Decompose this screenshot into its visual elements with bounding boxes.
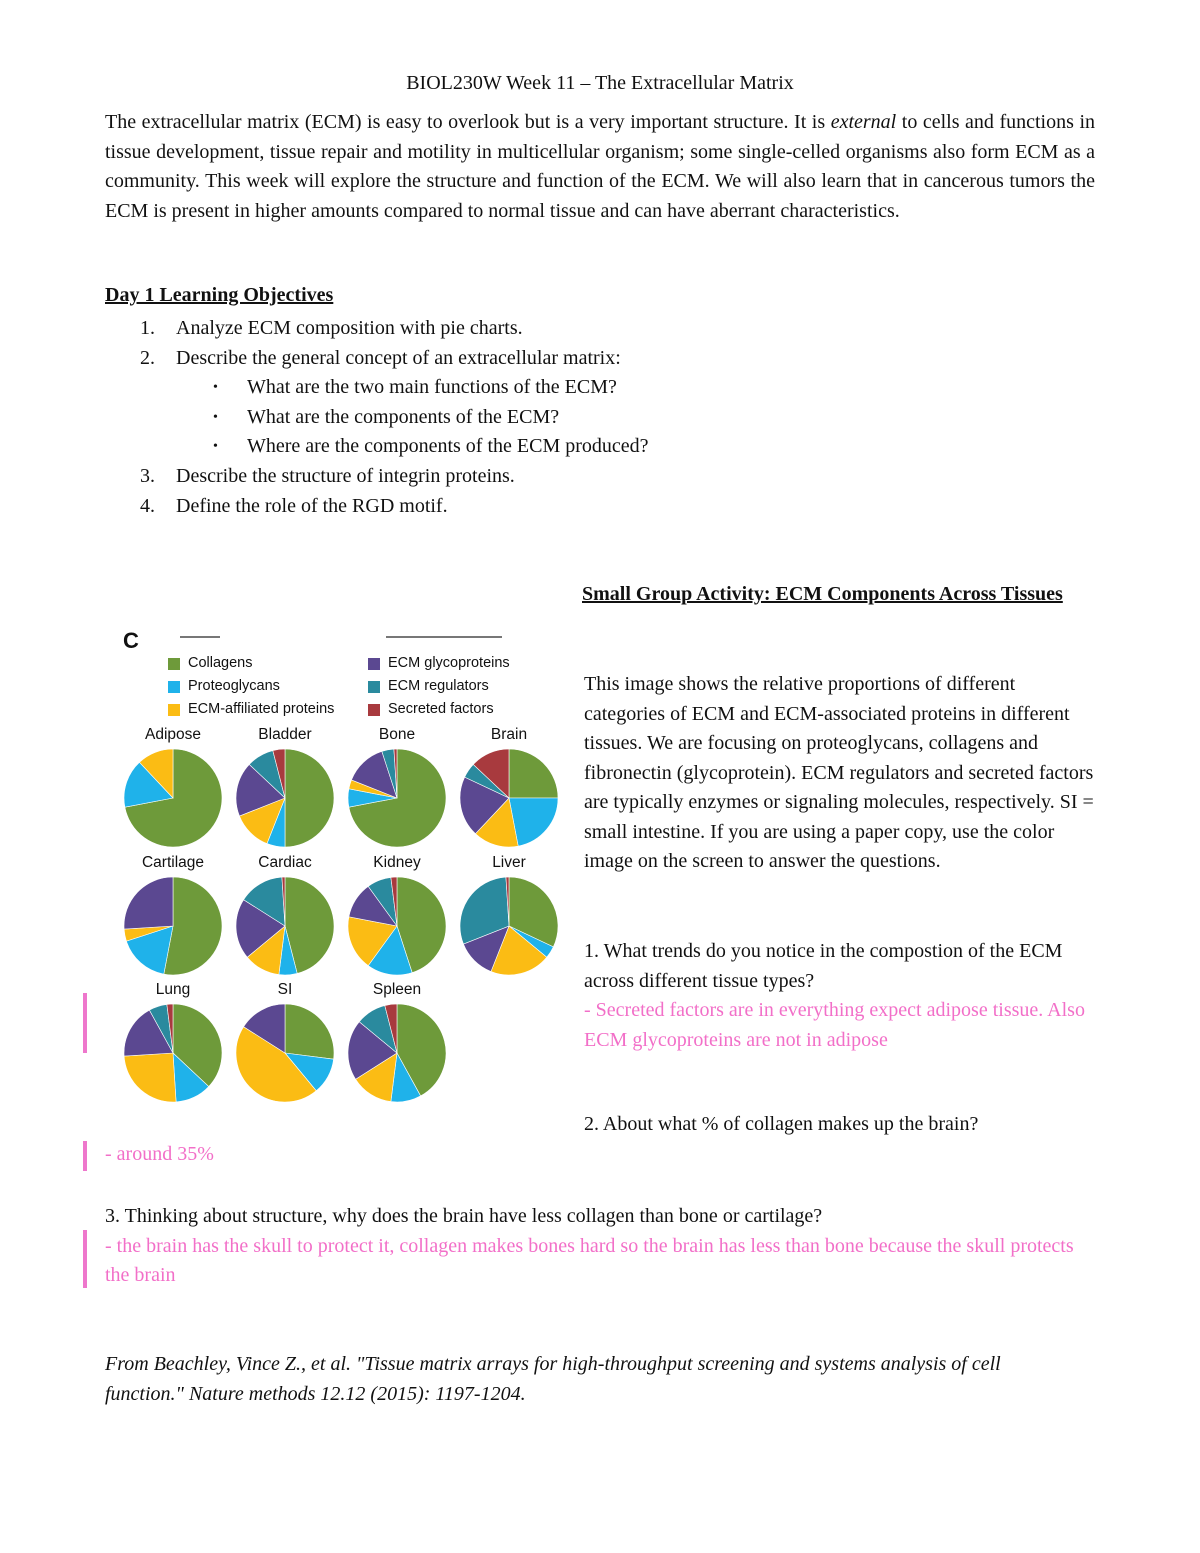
objective-text: Define the role of the RGD motif. xyxy=(176,494,448,517)
objective-subitem-text: What are the components of the ECM? xyxy=(247,405,560,428)
bullet-icon: • xyxy=(213,439,218,455)
pie-label: Bladder xyxy=(258,726,312,743)
intro-paragraph xyxy=(105,108,1095,226)
legend-column-left xyxy=(168,652,334,721)
objective-text: Describe the general concept of an extracellular matrix: xyxy=(176,346,621,369)
legend-swatch xyxy=(368,681,380,693)
pie-label: Bone xyxy=(378,726,416,743)
pie-chart-adipose xyxy=(118,724,228,848)
legend-item-ecm-affiliated xyxy=(168,698,334,721)
activity-title: Small Group Activity: ECM Components Across Tissues xyxy=(582,583,1063,605)
bullet-icon: • xyxy=(213,409,218,425)
objective-item xyxy=(105,344,805,374)
pie-svg xyxy=(459,876,559,976)
legend-label: Proteoglycans xyxy=(188,678,280,694)
question-2-text: 2. About what % of collagen makes up the brain? xyxy=(584,1113,979,1135)
pie-chart-liver xyxy=(454,852,564,976)
objective-item xyxy=(105,492,805,522)
legend-label: ECM regulators xyxy=(388,678,489,694)
pie-label: SI xyxy=(277,981,293,998)
comment-marker-bar xyxy=(83,993,87,1053)
answer-1-text: - Secreted factors are in everything expect adipose tissue. Also ECM glycoproteins are not in adipose xyxy=(584,999,1085,1051)
legend-item-secreted-factors xyxy=(368,698,510,721)
legend-header-cut-line xyxy=(180,636,220,642)
pie-slice-collagens xyxy=(509,749,558,798)
pie-svg xyxy=(347,748,447,848)
pie-svg xyxy=(235,748,335,848)
pie-chart-spleen xyxy=(342,979,452,1103)
objective-number: 3. xyxy=(140,464,155,487)
objective-subitem xyxy=(105,403,805,433)
pie-chart-cardiac xyxy=(230,852,340,976)
pie-slice-ecm-affiliated-proteins xyxy=(124,1053,176,1102)
comment-marker-bar xyxy=(83,1230,87,1288)
pie-label: Lung xyxy=(155,981,191,998)
pie-slice-ecm-glycoproteins xyxy=(124,877,173,929)
legend-header-cut-line xyxy=(386,636,502,642)
objectives-heading: Day 1 Learning Objectives xyxy=(105,284,334,306)
pie-svg xyxy=(235,876,335,976)
legend-swatch xyxy=(168,704,180,716)
question-1-text: 1. What trends do you notice in the compostion of the ECM across different tissue types? xyxy=(584,940,1063,992)
intro-text-end: to cells and functions in tissue development, tissue repair and motility in multicellular organism; some single-celled organisms also form ECM as a community. This week will explore the structure and function of the ECM. We will also learn that in cancerous tumors the ECM is present in higher amounts compared to normal tissue and can have aberrant characteristics. xyxy=(105,111,1095,222)
legend-label: ECM glycoproteins xyxy=(388,655,510,671)
objective-subitem-text: What are the two main functions of the ECM? xyxy=(247,376,617,399)
legend-item-glycoproteins xyxy=(368,652,510,675)
objectives-list xyxy=(105,314,805,521)
activity-description: This image shows the relative proportions of different categories of ECM and ECM-associated proteins in different tissues. We are focusing on proteoglycans, collagens and fibronectin (glycoprotein). ECM regulators and secreted factors are typically enzymes or signaling molecules, respectively. SI = small intestine. If you are using a paper copy, use the color image on the screen to answer the questions. xyxy=(584,673,1094,872)
legend-swatch xyxy=(368,704,380,716)
pie-svg xyxy=(123,748,223,848)
pie-chart-bone xyxy=(342,724,452,848)
objective-text: Describe the structure of integrin proteins. xyxy=(176,464,515,487)
objective-number: 2. xyxy=(140,346,155,369)
question-3-block xyxy=(105,1202,1095,1291)
pie-chart-bladder xyxy=(230,724,340,848)
pie-label: Cartilage xyxy=(141,854,205,871)
question-1-block xyxy=(584,937,1096,1055)
pie-chart-cartilage xyxy=(118,852,228,976)
pie-chart-kidney xyxy=(342,852,452,976)
pie-slice-collagens xyxy=(285,749,334,847)
legend-swatch xyxy=(168,681,180,693)
objective-subitem xyxy=(105,373,805,403)
legend-item-regulators xyxy=(368,675,510,698)
objective-number: 4. xyxy=(140,494,155,517)
legend-item-proteoglycans xyxy=(168,675,334,698)
legend-swatch xyxy=(168,658,180,670)
legend-column-right xyxy=(368,652,510,721)
legend-label: ECM-affiliated proteins xyxy=(188,701,335,717)
legend-label: Secreted factors xyxy=(388,701,494,717)
pie-label: Liver xyxy=(492,854,526,871)
pie-chart-lung xyxy=(118,979,228,1103)
pie-label: Brain xyxy=(490,726,528,743)
bullet-icon: • xyxy=(213,380,218,396)
page-title: BIOL230W Week 11 – The Extracellular Matrix xyxy=(406,72,794,94)
intro-emphasis: external xyxy=(830,111,897,133)
pie-svg xyxy=(347,1003,447,1103)
pie-label: Cardiac xyxy=(258,854,312,871)
legend-swatch xyxy=(368,658,380,670)
answer-3-text: - the brain has the skull to protect it, collagen makes bones hard so the brain has less than bone because the skull protects the brain xyxy=(105,1234,1074,1286)
citation: From Beachley, Vince Z., et al. "Tissue matrix arrays for high-throughput screening and systems analysis of cell function." Nature methods 12.12 (2015): 1197-1204. xyxy=(105,1353,1001,1405)
pie-slice-collagens xyxy=(285,1004,334,1059)
intro-text-start: The extracellular matrix (ECM) is easy to overlook but is a very important structure. It is xyxy=(105,111,831,133)
objective-item xyxy=(105,462,805,492)
pie-svg xyxy=(235,1003,335,1103)
pie-svg xyxy=(347,876,447,976)
ecm-pie-figure xyxy=(118,622,558,1112)
pie-svg xyxy=(123,876,223,976)
pie-chart-si xyxy=(230,979,340,1103)
pie-label: Kidney xyxy=(373,854,421,871)
legend-label: Collagens xyxy=(188,655,253,671)
pie-svg xyxy=(123,1003,223,1103)
comment-marker-bar xyxy=(83,1141,87,1171)
pie-chart-brain xyxy=(454,724,564,848)
objective-number: 1. xyxy=(140,317,155,339)
legend-item-collagens xyxy=(168,652,334,675)
objective-subitem xyxy=(105,432,805,462)
answer-2-text: - around 35% xyxy=(105,1143,214,1165)
pie-svg xyxy=(459,748,559,848)
question-3-text: 3. Thinking about structure, why does the brain have less collagen than bone or cartilage? xyxy=(105,1205,823,1227)
figure-panel-letter: C xyxy=(123,628,139,653)
objective-text: Analyze ECM composition with pie charts. xyxy=(176,317,523,339)
objective-subitem-text: Where are the components of the ECM produced? xyxy=(247,435,649,458)
objective-item xyxy=(105,314,805,344)
pie-label: Spleen xyxy=(372,981,422,998)
pie-label: Adipose xyxy=(144,726,201,743)
